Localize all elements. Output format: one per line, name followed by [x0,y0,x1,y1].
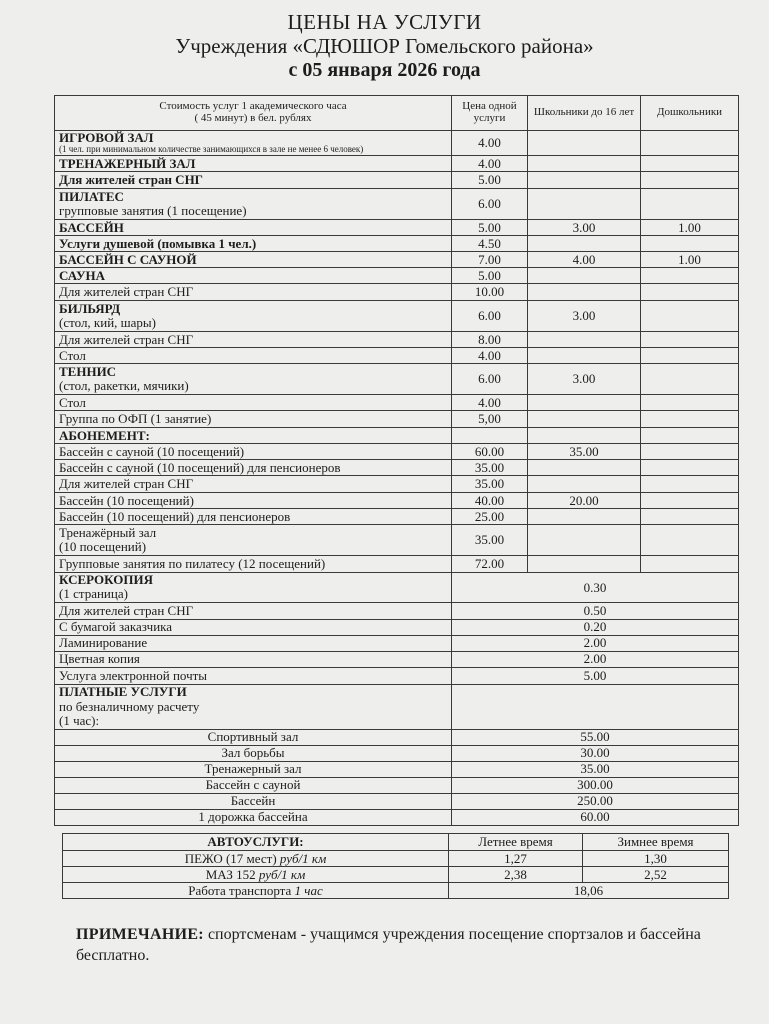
service-label-line: ПИЛАТЕС [59,188,124,204]
preschool-price-cell [641,411,739,428]
preschool-price-cell [641,364,739,395]
pupils-price-cell [528,236,641,252]
pupils-price-cell [528,525,641,556]
service-label-line: Услуги душевой (помывка 1 чел.) [59,235,257,251]
preschool-price-cell [641,556,739,573]
price-cell: 4.00 [452,156,528,172]
paid-service-name: Зал борьбы [55,745,452,761]
service-label-line: Стол [59,347,86,363]
paid-service-row [55,793,739,809]
service-label-line: Для жителей стран СНГ [59,172,203,188]
preschool-price-cell [641,460,739,476]
transport-cell [63,883,449,899]
paid-service-price: 35.00 [452,761,739,777]
vehicle-cell [63,867,449,883]
service-label-line: Бассейн (10 посещений) [59,492,194,508]
auto-row [63,851,729,867]
service-label [55,131,452,156]
preschool-price-cell [641,172,739,189]
service-label-line: групповые занятия (1 посещение) [59,203,247,219]
transport-unit: 1 час [294,882,323,898]
service-label-line: Услуга электронной почты [59,667,208,683]
service-label-line: БИЛЬЯРД [59,300,121,316]
price-cell: 5.00 [452,220,528,236]
transport-row [63,883,729,899]
effective-date: с 05 января 2026 года [288,59,481,81]
price-cell: 35.00 [452,460,528,476]
copy-row [55,573,739,603]
paid-service-price: 250.00 [452,793,739,809]
price-cell: 72.00 [452,556,528,573]
paid-service-price: 55.00 [452,729,739,745]
service-label-line: Тренажёрный зал [59,524,157,540]
table-row [55,525,739,556]
paid-service-price: 30.00 [452,745,739,761]
service-label-line: Для жителей стран СНГ [59,602,194,618]
price-cell: 40.00 [452,493,528,509]
preschool-price-cell [641,348,739,364]
vehicle-name: ПЕЖО (17 мест) [184,850,277,866]
table-row [55,252,739,268]
table-row [55,348,739,364]
vehicle-cell [63,851,449,867]
preschool-price-cell [641,493,739,509]
table-row [55,284,739,301]
price-cell: 35.00 [452,476,528,493]
copy-price-cell: 0.30 [452,573,739,603]
table-row [55,268,739,284]
service-label [55,573,452,603]
pupils-price-cell: 3.00 [528,220,641,236]
service-label-line: БАССЕЙН [59,219,124,235]
service-label-line: Бассейн (10 посещений) для пенсионеров [59,508,291,524]
vehicle-unit: руб/1 км [279,850,327,866]
pupils-price-cell [528,284,641,301]
service-label [55,460,452,476]
service-label [55,619,452,635]
service-label [55,525,452,556]
service-label-line: (стол, кий, шары) [59,315,156,331]
pupils-price-cell: 20.00 [528,493,641,509]
service-label [55,667,452,684]
price-cell: 4.00 [452,131,528,156]
table-row [55,131,739,156]
price-cell: 4.50 [452,236,528,252]
service-label-line: ИГРОВОЙ ЗАЛ [59,130,154,145]
pupils-price-cell [528,509,641,525]
service-label [55,602,452,619]
price-cell: 10.00 [452,284,528,301]
table-row [55,220,739,236]
paid-service-row [55,777,739,793]
pupils-price-cell [528,332,641,348]
service-label-line: КСЕРОКОПИЯ [59,572,153,588]
service-label-line: (1 страница) [59,586,128,602]
table-row [55,301,739,332]
service-label [55,635,452,651]
service-label-line: Стол [59,394,86,410]
paid-service-row [55,745,739,761]
service-label-line: ТРЕНАЖЕРНЫЙ ЗАЛ [59,155,196,171]
table-row [55,236,739,252]
copy-row [55,602,739,619]
pupils-price-cell [528,556,641,573]
institution-name: Учреждения «СДЮШОР Гомельского района» [175,34,594,58]
copy-price-cell: 0.20 [452,619,739,635]
price-cell: 25.00 [452,509,528,525]
transport-name: Работа транспорта [188,882,292,898]
pupils-price-cell [528,428,641,444]
preschool-price-cell [641,476,739,493]
service-label-line: Бассейн с сауной (10 посещений) для пенсионеров [59,459,341,475]
note-label: ПРИМЕЧАНИЕ: [76,926,204,943]
table-row [55,332,739,348]
summer-price-cell: 2,38 [449,867,583,883]
pupils-price-cell [528,476,641,493]
service-label-line: Группа по ОФП (1 занятие) [59,411,212,427]
pupils-price-cell [528,156,641,172]
paid-service-row [55,729,739,745]
winter-price-cell: 2,52 [583,867,729,883]
vehicle-name: МАЗ 152 [205,866,256,882]
table-header-row [55,96,739,131]
service-label-line: (1 чел. при минимальном количестве занимающихся в зале не менее 6 человек) [59,144,364,155]
table-row [55,556,739,573]
service-label [55,651,452,667]
price-cell: 5,00 [452,411,528,428]
table-row [55,460,739,476]
price-cell: 60.00 [452,444,528,460]
copy-row [55,635,739,651]
price-cell: 5.00 [452,268,528,284]
service-label [55,428,452,444]
service-label [55,284,452,301]
note-text: спортсменам - учащимся учреждения посещение спортзалов и бассейна бесплатно. [76,926,701,964]
service-label-line: ПЛАТНЫЕ УСЛУГИ [59,684,187,700]
table-row [55,156,739,172]
copy-price-cell: 2.00 [452,651,739,667]
table-row [55,428,739,444]
table-row [55,395,739,411]
service-label [55,444,452,460]
service-label-line: (стол, ракетки, мячики) [59,378,189,394]
paid-service-name: Тренажерный зал [55,761,452,777]
service-label [55,364,452,395]
preschool-column-header: Дошкольники [641,96,739,131]
price-cell: 4.00 [452,395,528,411]
summer-price-cell: 1,27 [449,851,583,867]
service-label-line: С бумагой заказчика [59,619,173,635]
service-label [55,172,452,189]
table-row [55,172,739,189]
winter-column-header: Зимнее время [583,834,729,851]
service-label-line: ТЕННИС [59,363,117,379]
pupils-price-cell: 3.00 [528,364,641,395]
service-label-line: по безналичному расчету [59,698,200,714]
price-cell: 6.00 [452,189,528,220]
service-label [55,156,452,172]
preschool-price-cell [641,131,739,156]
pupils-price-cell: 3.00 [528,301,641,332]
service-label [55,332,452,348]
note [76,925,726,967]
copy-price-cell: 0.50 [452,602,739,619]
service-label-line: Для жителей стран СНГ [59,284,194,300]
paid-service-row [55,809,739,825]
pupils-column-header: Школьники до 16 лет [528,96,641,131]
page-title: ЦЕНЫ НА УСЛУГИ [287,10,482,34]
copy-row [55,619,739,635]
price-cell [452,428,528,444]
pupils-price-cell [528,189,641,220]
table-row [55,189,739,220]
service-label-line: Групповые занятия по пилатесу (12 посещений) [59,556,326,572]
paid-services-header-row [55,684,739,729]
paid-service-price: 300.00 [452,777,739,793]
price-table [54,95,739,826]
price-cell: 8.00 [452,332,528,348]
paid-service-name: Бассейн [55,793,452,809]
preschool-price-cell [641,332,739,348]
preschool-price-cell [641,268,739,284]
service-label-line: (1 час): [59,712,100,728]
service-label [55,684,452,729]
price-column-header: Цена одной услуги [452,96,528,131]
preschool-price-cell: 1.00 [641,220,739,236]
preschool-price-cell [641,189,739,220]
paid-service-price: 60.00 [452,809,739,825]
price-cell: 6.00 [452,364,528,395]
table-row [55,476,739,493]
pupils-price-cell [528,348,641,364]
preschool-price-cell [641,156,739,172]
auto-header-row [63,834,729,851]
pupils-price-cell: 4.00 [528,252,641,268]
preschool-price-cell [641,509,739,525]
service-column-header: Стоимость услуг 1 академического часа ( 45 минут) в бел. рублях [55,96,452,131]
table-row [55,493,739,509]
pupils-price-cell [528,172,641,189]
table-row [55,444,739,460]
paid-service-name: Бассейн с сауной [55,777,452,793]
service-label-line: БАССЕЙН С САУНОЙ [59,251,197,267]
table-row [55,364,739,395]
service-label [55,268,452,284]
table-row [55,509,739,525]
copy-row [55,667,739,684]
pupils-price-cell [528,395,641,411]
price-cell: 35.00 [452,525,528,556]
service-label-line: Для жителей стран СНГ [59,331,194,347]
service-label-line: САУНА [59,267,106,283]
transport-price-cell: 18,06 [449,883,729,899]
service-label [55,556,452,573]
summer-column-header: Летнее время [449,834,583,851]
service-label [55,236,452,252]
pupils-price-cell [528,131,641,156]
service-label-line: АБОНЕМЕНТ: [59,427,150,443]
preschool-price-cell [641,301,739,332]
vehicle-unit: руб/1 км [258,866,306,882]
service-label [55,301,452,332]
price-cell: 7.00 [452,252,528,268]
preschool-price-cell [641,395,739,411]
service-label [55,509,452,525]
service-label [55,189,452,220]
pupils-price-cell [528,268,641,284]
service-label [55,348,452,364]
service-label [55,493,452,509]
copy-price-cell: 2.00 [452,635,739,651]
paid-service-row [55,761,739,777]
preschool-price-cell: 1.00 [641,252,739,268]
price-cell: 5.00 [452,172,528,189]
pupils-price-cell [528,460,641,476]
preschool-price-cell [641,525,739,556]
copy-row [55,651,739,667]
service-label [55,220,452,236]
service-label [55,252,452,268]
preschool-price-cell [641,444,739,460]
auto-services-title: АВТОУСЛУГИ: [63,834,449,851]
service-label [55,411,452,428]
service-label [55,476,452,493]
auto-row [63,867,729,883]
paid-service-name: Спортивный зал [55,729,452,745]
preschool-price-cell [641,284,739,301]
paid-services-empty-cell [452,684,739,729]
service-label-line: (10 посещений) [59,539,147,555]
service-label [55,395,452,411]
price-cell: 4.00 [452,348,528,364]
service-label-line: Для жителей стран СНГ [59,476,194,492]
winter-price-cell: 1,30 [583,851,729,867]
preschool-price-cell [641,236,739,252]
pupils-price-cell [528,411,641,428]
pupils-price-cell: 35.00 [528,444,641,460]
service-label-line: Бассейн с сауной (10 посещений) [59,443,245,459]
preschool-price-cell [641,428,739,444]
copy-price-cell: 5.00 [452,667,739,684]
auto-services-table [62,833,729,899]
service-label-line: Ламинирование [59,635,148,651]
table-row [55,411,739,428]
price-cell: 6.00 [452,301,528,332]
paid-service-name: 1 дорожка бассейна [55,809,452,825]
service-label-line: Цветная копия [59,651,140,667]
